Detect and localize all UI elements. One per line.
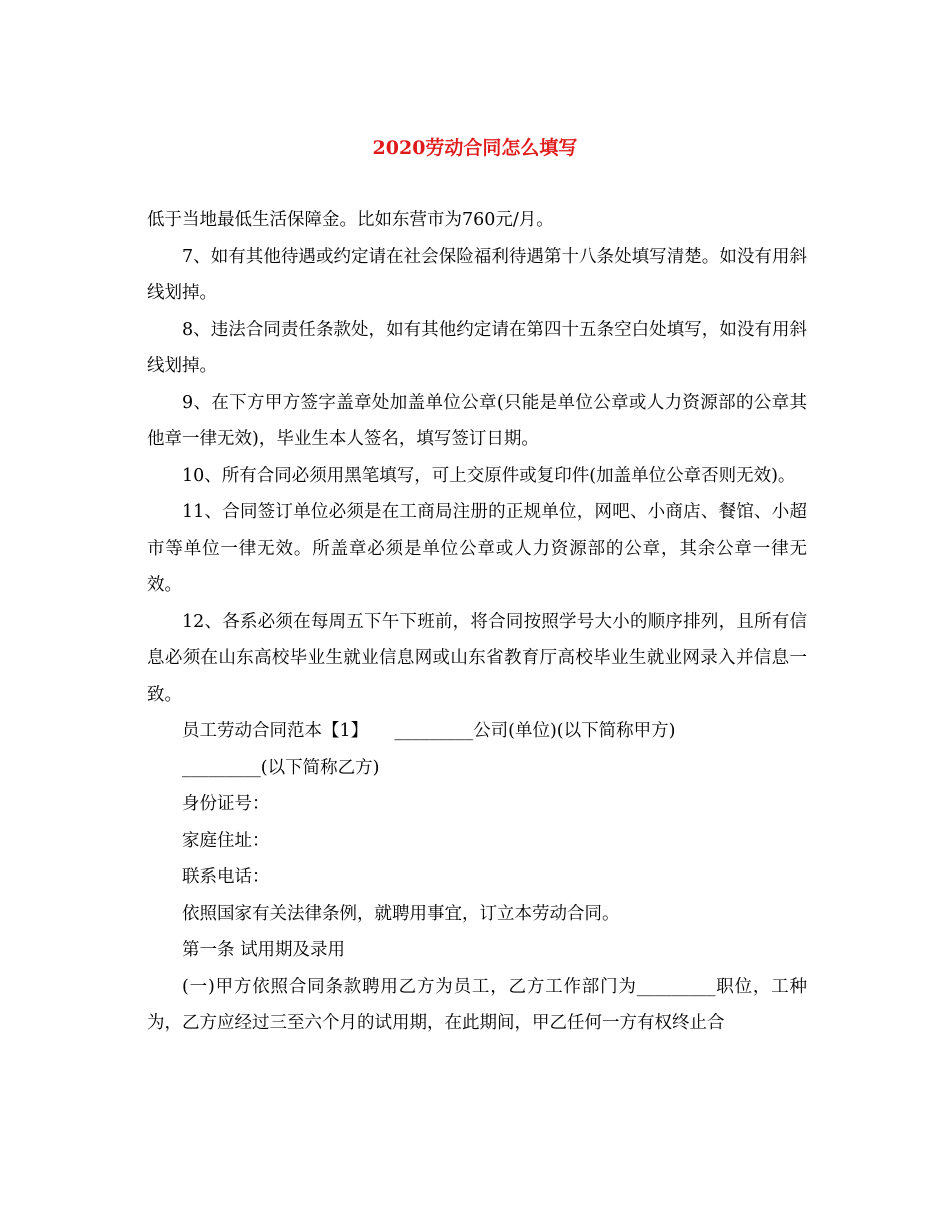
preamble-paragraph: 依照国家有关法律条例，就聘用事宜，订立本劳动合同。 — [182, 903, 620, 924]
paragraph-item-11: 11、合同签订单位必须是在工商局注册的正规单位，网吧、小商店、餐馆、小超市等单位一律无效。所盖章必须是单位公章或人力资源部的公章，其余公章一律无效。 — [147, 502, 807, 595]
document-title: 2020劳动合同怎么填写 — [372, 137, 578, 159]
paragraph-1: 低于当地最低生活保障金。比如东营市为760元/月。 — [147, 210, 554, 230]
paragraph-item-12: 12、各系必须在每周五下午下班前，将合同按照学号大小的顺序排列，且所有信息必须在山东高校毕业生就业信息网或山东省教育厅高校毕业生就业网录入并信息一致。 — [147, 611, 807, 705]
paragraph-item-10: 10、所有合同必须用黑笔填写，可上交原件或复印件(加盖单位公章否则无效)。 — [182, 465, 796, 486]
party-b-line: _________(以下简称乙方) — [182, 757, 380, 778]
home-address-line: 家庭住址： — [182, 830, 270, 851]
paragraph-item-8: 8、违法合同责任条款处，如有其他约定请在第四十五条空白处填写，如没有用斜线划掉。 — [147, 319, 807, 376]
article-one-clause-1: (一)甲方依照合同条款聘用乙方为员工，乙方工作部门为_________职位，工种为，乙方应经过三至六个月的试用期，在此期间，甲乙任何一方有权终止合 — [147, 976, 807, 1033]
contract-template-heading: 员工劳动合同范本【1】 _________公司(单位)(以下简称甲方) — [182, 721, 676, 741]
document-body — [147, 202, 807, 1042]
paragraph-item-7: 7、如有其他待遇或约定请在社会保险福利待遇第十八条处填写清楚。如没有用斜线划掉。 — [147, 246, 807, 303]
id-number-line: 身份证号： — [182, 794, 270, 814]
paragraph-item-9: 9、在下方甲方签字盖章处加盖单位公章(只能是单位公章或人力资源部的公章其他章一律无效)，毕业生本人签名，填写签订日期。 — [147, 392, 807, 449]
article-one-heading: 第一条 试用期及录用 — [182, 940, 346, 960]
phone-line: 联系电话： — [182, 867, 270, 887]
